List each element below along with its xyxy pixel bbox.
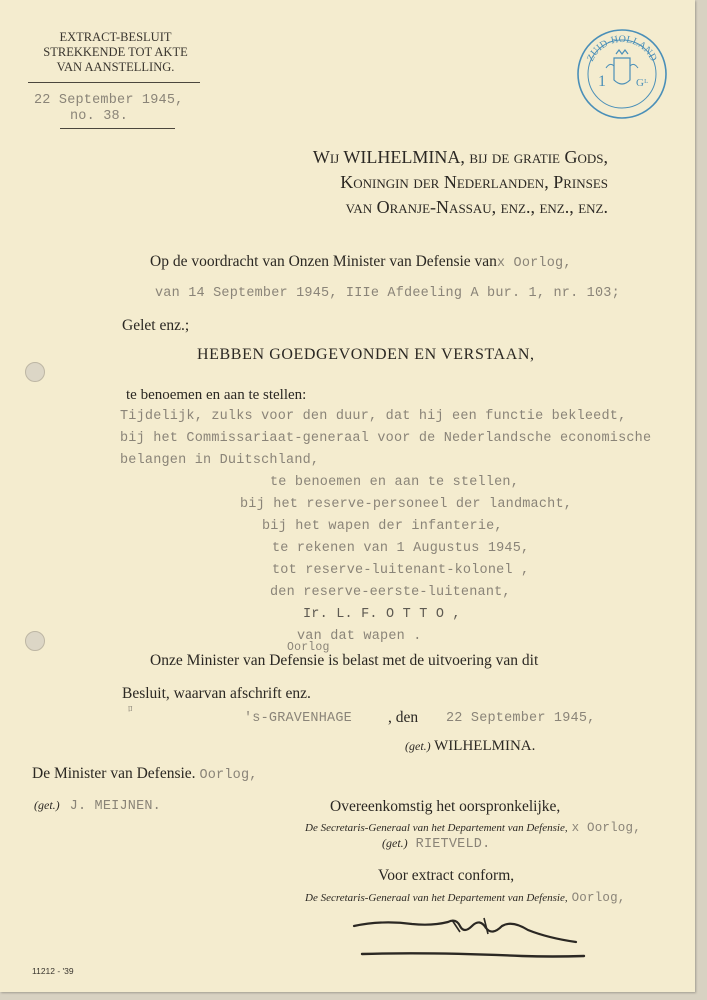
preamble-typed-line-2: van 14 September 1945, IIIe Afdeeling A bur. 1, nr. 103; xyxy=(155,286,620,301)
minister-typed: Oorlog, xyxy=(199,768,258,783)
conform1-heading: Overeenkomstig het oorspronkelijke, xyxy=(330,798,561,815)
queen-name: WILHELMINA. xyxy=(434,738,536,754)
appointment-printed: te benoemen en aan te stellen: xyxy=(126,387,307,403)
appointment-line-7: te rekenen van 1 Augustus 1945, xyxy=(272,541,530,556)
royal-title xyxy=(243,145,608,220)
header-line-3: VAN AANSTELLING. xyxy=(56,60,175,74)
royal-title-line-3: van Oranje-Nassau, enz., enz., enz. xyxy=(345,197,608,217)
minister-label: De Minister van Defensie. xyxy=(32,765,196,782)
appointment-line-6: bij het wapen der infanterie, xyxy=(262,519,503,534)
punch-hole-top xyxy=(25,362,45,382)
conform1-signature xyxy=(382,834,490,852)
header-date: 22 September 1945, xyxy=(34,93,184,108)
conform1-typed: x Oorlog, xyxy=(571,821,641,835)
stamp-top-text: ZUID-HOLLAND xyxy=(585,33,659,64)
royal-title-line-2: Koningin der Nederlanden, Prinses xyxy=(340,172,608,192)
conform1-title: De Secretaris-Generaal van het Departement van Defensie, xyxy=(305,822,568,834)
header-block xyxy=(28,30,203,75)
gelet-enz: Gelet enz.; xyxy=(122,317,190,334)
den-text: , den xyxy=(388,709,419,726)
minister-line xyxy=(32,765,258,783)
execution-small-mark: ﾛ xyxy=(128,705,133,715)
stamp-value: 1 xyxy=(598,73,606,90)
revenue-stamp xyxy=(576,28,668,120)
place-date: 22 September 1945, xyxy=(446,711,596,726)
minister-signature xyxy=(34,796,161,814)
header-line-1: EXTRACT-BESLUIT xyxy=(59,30,172,44)
conform2-heading: Voor extract conform, xyxy=(378,867,515,884)
appointment-line-11: van dat wapen . xyxy=(297,629,422,644)
header-number: no. 38. xyxy=(70,109,129,124)
conform2-title-line xyxy=(305,888,626,906)
appointment-line-5: bij het reserve-personeel der landmacht, xyxy=(240,497,573,512)
punch-hole-bottom xyxy=(25,631,45,651)
minister-name: J. MEIJNEN. xyxy=(69,799,161,814)
execution-line-1: Onze Minister van Defensie is belast met de uitvoering van dit xyxy=(150,652,539,669)
decree-heading: HEBBEN GOEDGEVONDEN EN VERSTAAN, xyxy=(197,346,535,363)
appointee-name: Ir. L. F. O T T O , xyxy=(303,607,461,622)
conform1-get: (get.) xyxy=(382,836,408,850)
execution-line-2: Besluit, waarvan afschrift enz. xyxy=(122,685,311,702)
queen-get: (get.) xyxy=(405,739,431,753)
conform1-name: RIETVELD. xyxy=(415,837,491,852)
header-rule xyxy=(28,82,200,83)
appointment-line-8: tot reserve-luitenant-kolonel , xyxy=(272,563,530,578)
minister-get: (get.) xyxy=(34,798,60,812)
queen-signature xyxy=(405,738,535,755)
conform2-title: De Secretaris-Generaal van het Departement van Defensie, xyxy=(305,892,568,904)
appointment-line-2: bij het Commissariaat-generaal voor de Nederlandsche economische xyxy=(120,431,652,446)
footer-code: 11212 - '39 xyxy=(32,966,74,976)
execution-typed-above: Oorlog xyxy=(287,641,330,654)
appointment-line-9: den reserve-eerste-luitenant, xyxy=(270,585,511,600)
conform2-typed: Oorlog, xyxy=(571,891,626,905)
preamble-printed: Op de voordracht van Onzen Minister van Defensie van xyxy=(150,253,497,270)
preamble-line-1 xyxy=(150,253,572,271)
header-line-2: STREKKENDE TOT AKTE xyxy=(43,45,188,59)
stamp-unit: Gᴸ xyxy=(636,77,649,89)
preamble-typed-suffix: x Oorlog, xyxy=(496,256,572,271)
appointment-line-4: te benoemen en aan te stellen, xyxy=(270,475,520,490)
handwritten-signature xyxy=(352,912,592,968)
royal-title-line-1: Wij WILHELMINA, bij de gratie Gods, xyxy=(312,147,608,167)
appointment-line-1: Tijdelijk, zulks voor den duur, dat hij een functie bekleedt, xyxy=(120,409,627,424)
place: 's-GRAVENHAGE xyxy=(244,711,352,726)
date-rule xyxy=(60,128,175,129)
appointment-line-3: belangen in Duitschland, xyxy=(120,453,320,468)
